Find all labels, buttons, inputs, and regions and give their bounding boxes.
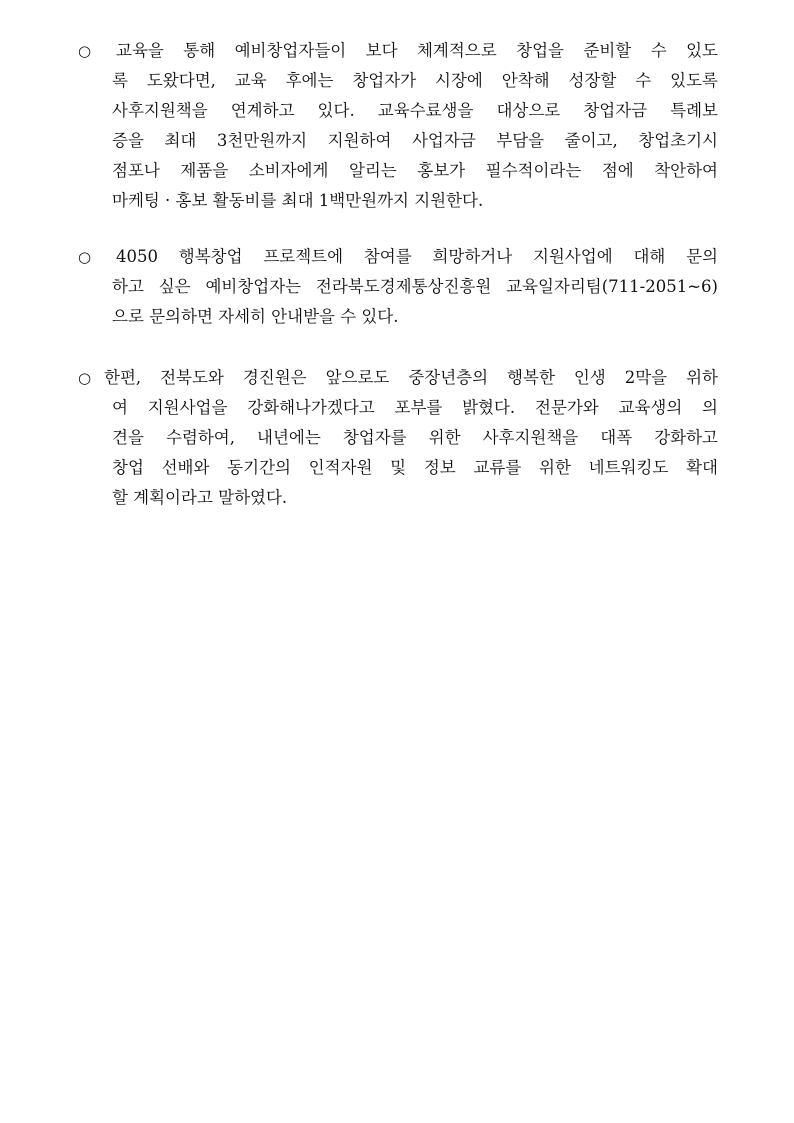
paragraph-line [78, 393, 718, 423]
paragraph-line [78, 126, 718, 156]
paragraph-2 [78, 242, 718, 332]
line-text: 견을 수렴하여, 내년에는 창업자를 위한 사후지원책을 대폭 강화하고 [112, 428, 718, 447]
paragraph-line [78, 423, 718, 453]
line-text: 한편, 전북도와 경진원은 앞으로도 중장년층의 행복한 인생 2막을 위하 [104, 368, 718, 387]
line-text: 하고 싶은 예비창업자는 전라북도경제통상진흥원 교육일자리팀(711-2051~6) [112, 277, 718, 296]
line-text: 4050 행복창업 프로젝트에 참여를 희망하거나 지원사업에 대해 문의 [116, 247, 718, 266]
paragraph-line [78, 453, 718, 483]
bullet-marker: ○ [78, 369, 92, 387]
paragraph-3 [78, 363, 718, 513]
line-text: 점포나 제품을 소비자에게 알리는 홍보가 필수적이라는 점에 착안하여 [112, 161, 718, 180]
paragraph-line [78, 156, 718, 186]
line-text: 사후지원책을 연계하고 있다. 교육수료생을 대상으로 창업자금 특례보 [112, 101, 718, 120]
line-text: 창업 선배와 동기간의 인적자원 및 정보 교류를 위한 네트워킹도 확대 [112, 458, 718, 477]
paragraph-line [78, 66, 718, 96]
paragraph-line [78, 272, 718, 302]
line-text: 으로 문의하면 자세히 안내받을 수 있다. [112, 307, 399, 326]
bullet-marker: ○ [78, 248, 92, 266]
line-text: 여 지원사업을 강화해나가겠다고 포부를 밝혔다. 전문가와 교육생의 의 [112, 398, 718, 417]
line-text: 교육을 통해 예비창업자들이 보다 체계적으로 창업을 준비할 수 있도 [116, 41, 718, 60]
line-text: 록 도왔다면, 교육 후에는 창업자가 시장에 안착해 성장할 수 있도록 [112, 71, 718, 90]
line-text: 증을 최대 3천만원까지 지원하여 사업자금 부담을 줄이고, 창업초기시 [112, 131, 718, 150]
line-text: 마케팅 · 홍보 활동비를 최대 1백만원까지 지원한다. [112, 191, 484, 210]
paragraph-line [78, 302, 718, 332]
line-text: 할 계획이라고 말하였다. [112, 488, 288, 507]
bullet-marker: ○ [78, 42, 92, 60]
paragraph-line [78, 483, 718, 513]
paragraph-line [78, 186, 718, 216]
paragraph-line [78, 242, 718, 272]
paragraph-line [78, 363, 718, 393]
paragraph-1 [78, 36, 718, 216]
paragraph-line [78, 36, 718, 66]
paragraph-line [78, 96, 718, 126]
